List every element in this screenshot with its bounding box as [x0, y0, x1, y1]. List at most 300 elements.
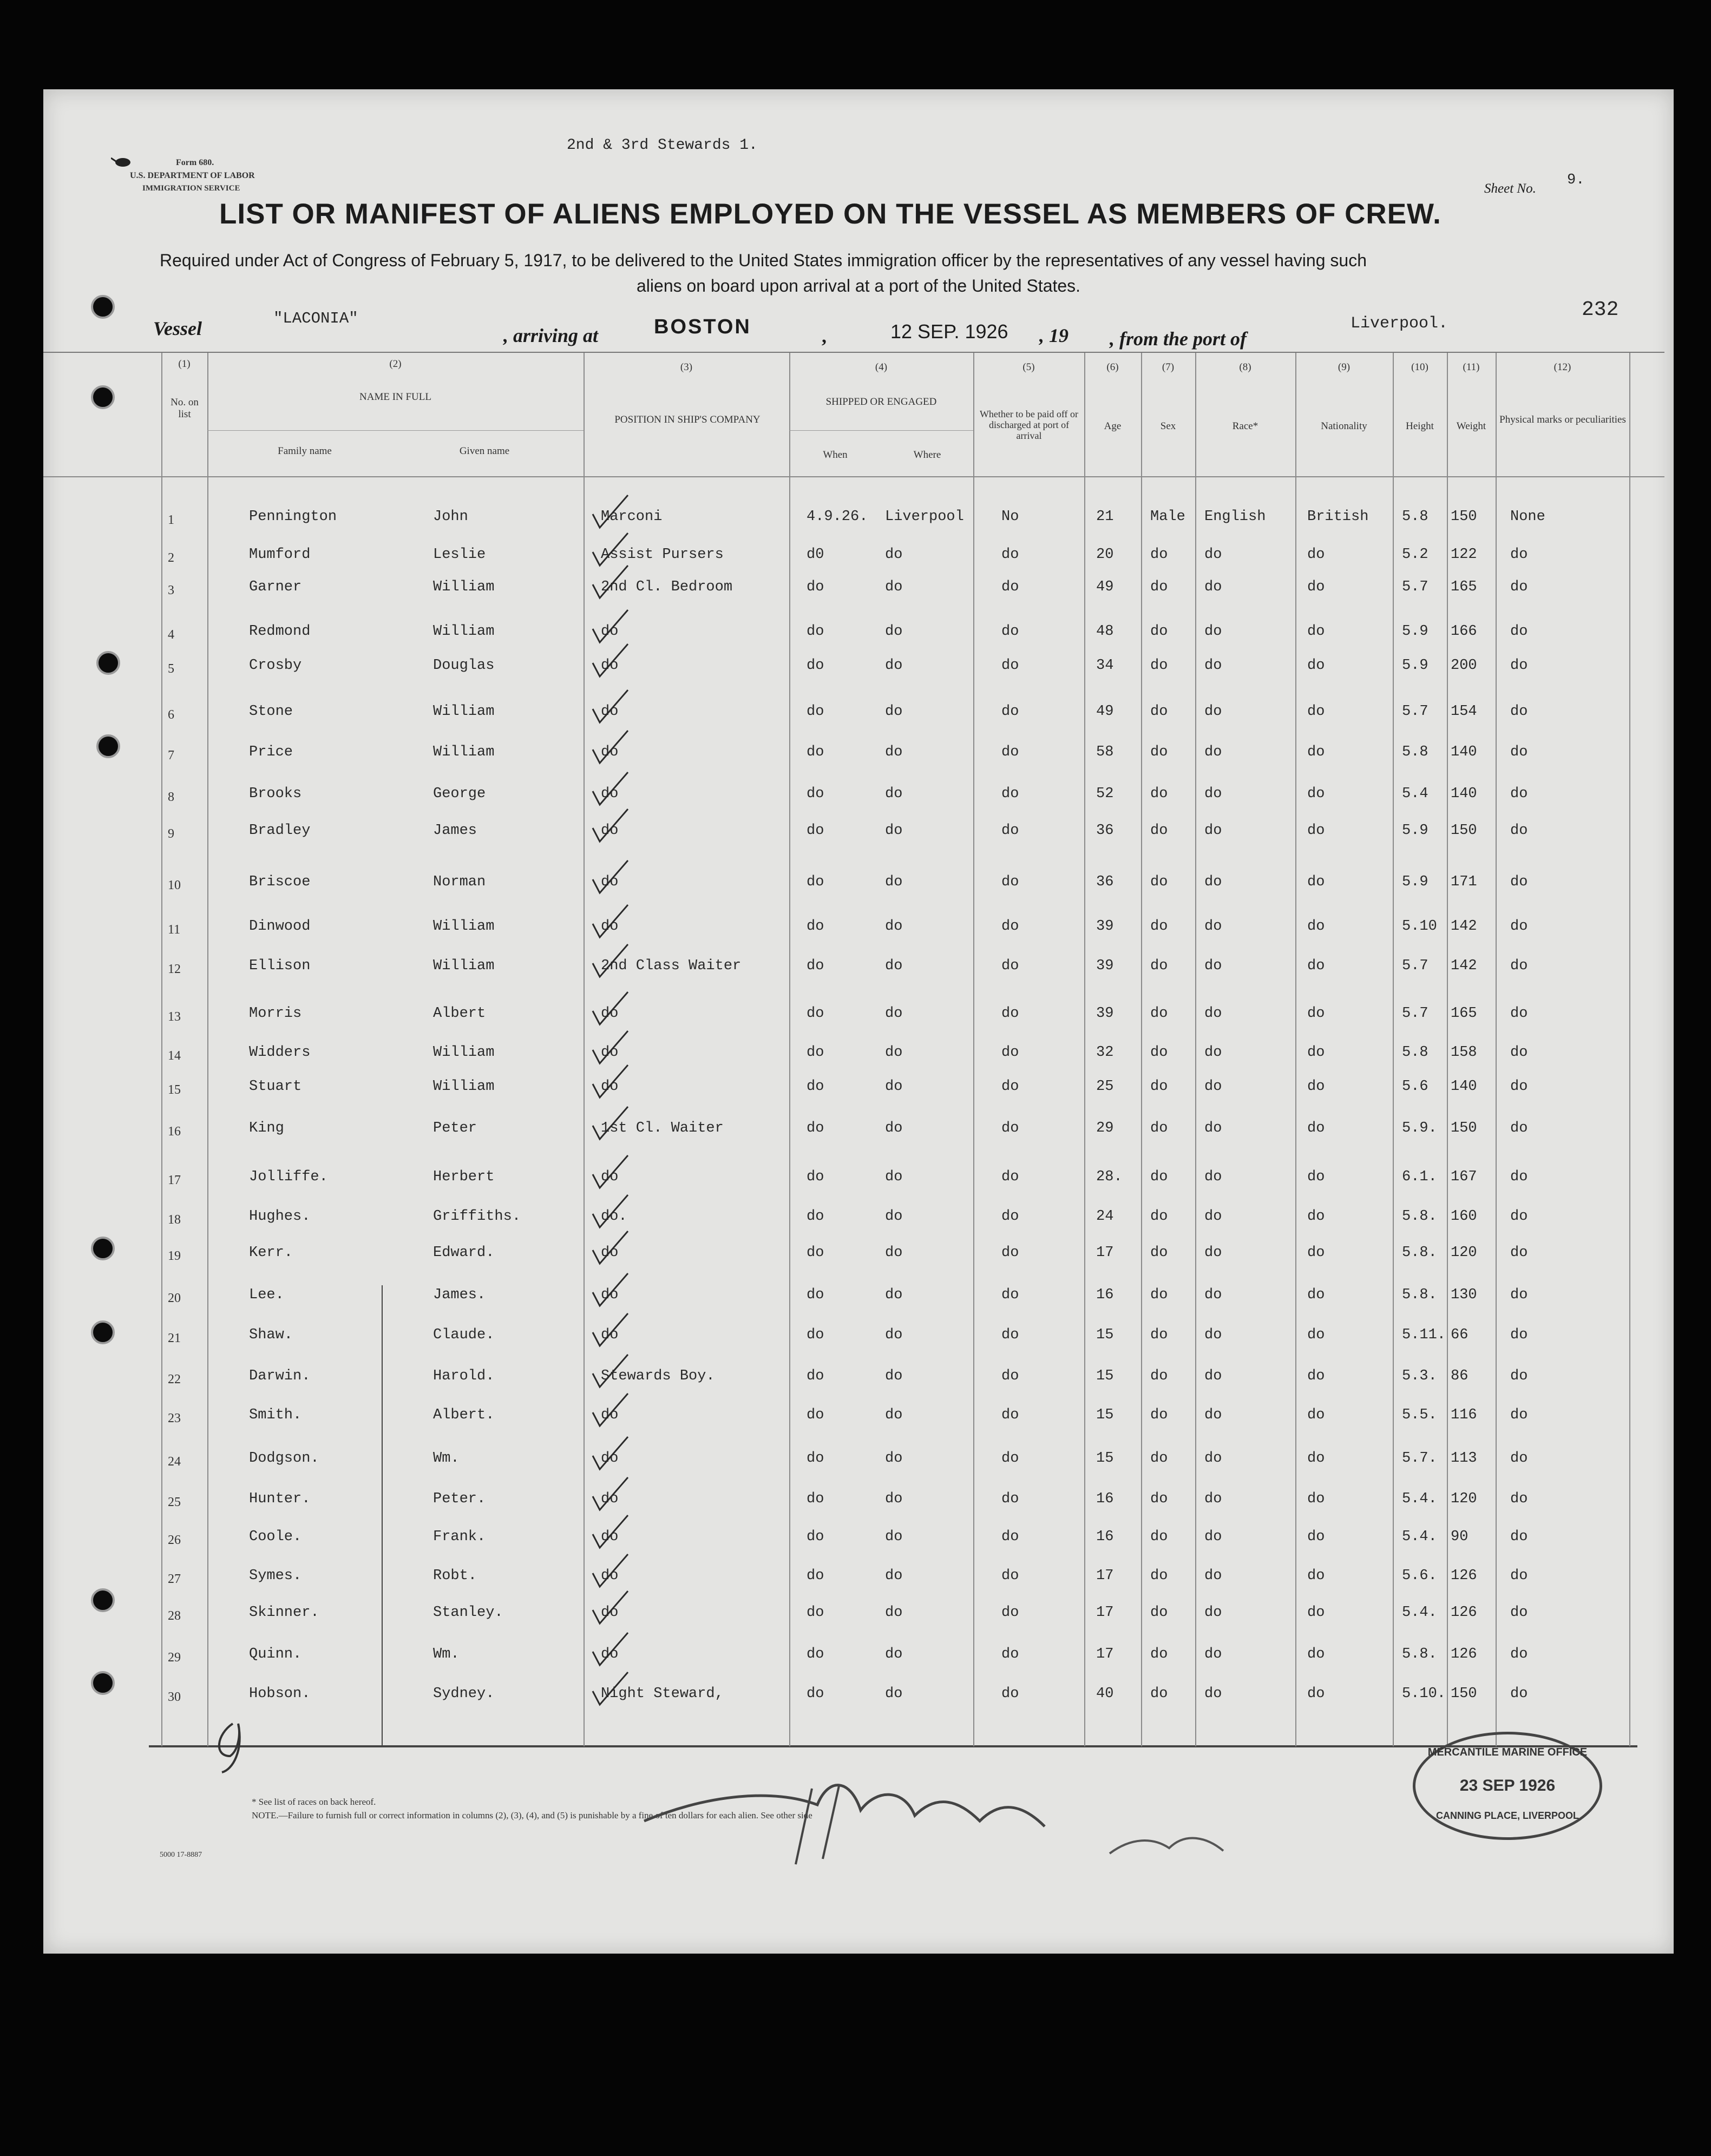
- cell-where: do: [885, 1245, 903, 1261]
- manifest-sheet: [43, 89, 1674, 1954]
- cell-given: George: [433, 786, 486, 802]
- cell-no: 12: [168, 962, 181, 976]
- cell-when: do: [807, 1287, 824, 1303]
- cell-when: do: [807, 874, 824, 890]
- cell-position: do: [601, 1450, 619, 1467]
- cell-when: do: [807, 1169, 824, 1185]
- cell-position: do: [601, 1169, 619, 1185]
- cell-position: Assist Pursers: [601, 547, 724, 563]
- cell-when: do: [807, 1120, 824, 1136]
- cell-where: do: [885, 874, 903, 890]
- cell-position: do: [601, 1245, 619, 1261]
- cell-sex: do: [1150, 658, 1168, 674]
- cell-paid: do: [1001, 786, 1019, 802]
- cell-race: do: [1204, 786, 1222, 802]
- cell-position: do: [601, 1529, 619, 1545]
- cell-weight: 150: [1451, 1686, 1477, 1702]
- cell-marks: do: [1510, 1327, 1528, 1343]
- cell-paid: do: [1001, 744, 1019, 760]
- cell-position: do: [601, 1646, 619, 1662]
- cell-marks: do: [1510, 1568, 1528, 1584]
- checkmark-icon: [593, 644, 628, 676]
- cell-marks: do: [1510, 547, 1528, 563]
- cell-age: 39: [1096, 958, 1114, 974]
- cell-given: Harold.: [433, 1368, 495, 1384]
- cell-sex: do: [1150, 1208, 1168, 1225]
- cell-paid: do: [1001, 1450, 1019, 1467]
- cell-no: 7: [168, 748, 174, 763]
- cell-nationality: do: [1307, 1208, 1325, 1225]
- cell-weight: 142: [1451, 918, 1477, 935]
- checkmark-icon: [593, 944, 628, 977]
- checkmark-icon: [593, 731, 628, 763]
- cell-paid: do: [1001, 1529, 1019, 1545]
- cell-race: do: [1204, 1245, 1222, 1261]
- binder-hole-icon: [91, 295, 115, 319]
- cell-marks: do: [1510, 579, 1528, 595]
- cell-position: do: [601, 1005, 619, 1022]
- cell-sex: do: [1150, 1245, 1168, 1261]
- cell-sex: do: [1150, 1529, 1168, 1545]
- cell-where: do: [885, 547, 903, 563]
- cell-where: Liverpool: [885, 509, 964, 525]
- cell-nationality: do: [1307, 1169, 1325, 1185]
- cell-paid: do: [1001, 1245, 1019, 1261]
- cell-weight: 158: [1451, 1044, 1477, 1061]
- cell-where: do: [885, 579, 903, 595]
- checkmark-icon: [593, 1437, 628, 1469]
- cell-family: Hunter.: [249, 1491, 311, 1507]
- cell-marks: do: [1510, 1079, 1528, 1095]
- cell-given: William: [433, 918, 495, 935]
- cell-weight: 140: [1451, 1079, 1477, 1095]
- cell-no: 13: [168, 1010, 181, 1024]
- cell-where: do: [885, 1529, 903, 1545]
- cell-family: Symes.: [249, 1568, 302, 1584]
- col2-family-header: Family name: [278, 445, 332, 457]
- cell-height: 5.9: [1402, 658, 1428, 674]
- cell-given: Claude.: [433, 1327, 495, 1343]
- cell-given: Herbert: [433, 1169, 495, 1185]
- cell-no: 14: [168, 1049, 181, 1063]
- cell-marks: do: [1510, 1368, 1528, 1384]
- cell-given: Wm.: [433, 1450, 460, 1467]
- cell-when: do: [807, 1450, 824, 1467]
- cell-height: 5.3.: [1402, 1368, 1437, 1384]
- cell-height: 5.10: [1402, 918, 1437, 935]
- cell-height: 5.8: [1402, 509, 1428, 525]
- cell-paid: do: [1001, 658, 1019, 674]
- arriving-port: BOSTON: [654, 315, 751, 338]
- cell-age: 58: [1096, 744, 1114, 760]
- checkmark-icon: [593, 1515, 628, 1548]
- checkmark-icon: [593, 992, 628, 1024]
- col8-header: Race*: [1232, 420, 1258, 432]
- cell-sex: do: [1150, 823, 1168, 839]
- cell-age: 49: [1096, 704, 1114, 720]
- cell-family: Dodgson.: [249, 1450, 319, 1467]
- cell-sex: do: [1150, 786, 1168, 802]
- checkmark-icon: [593, 1355, 628, 1387]
- col4-header: SHIPPED OR ENGAGED: [825, 396, 937, 407]
- col4-number: (4): [875, 361, 888, 373]
- cell-marks: do: [1510, 1120, 1528, 1136]
- checkmark-icon: [593, 1393, 628, 1426]
- cell-given: William: [433, 623, 495, 640]
- cell-height: 5.7: [1402, 1005, 1428, 1022]
- stamp-bottom-text: CANNING PLACE, LIVERPOOL: [1435, 1810, 1579, 1821]
- cell-nationality: do: [1307, 1450, 1325, 1467]
- cell-no: 10: [168, 878, 181, 892]
- signature: [633, 1756, 1310, 1883]
- cell-nationality: do: [1307, 786, 1325, 802]
- cell-race: do: [1204, 1044, 1222, 1061]
- cell-paid: do: [1001, 1568, 1019, 1584]
- cell-age: 15: [1096, 1368, 1114, 1384]
- cell-weight: 150: [1451, 823, 1477, 839]
- cell-paid: do: [1001, 823, 1019, 839]
- cell-given: William: [433, 1044, 495, 1061]
- cell-height: 5.4.: [1402, 1491, 1437, 1507]
- cell-sex: do: [1150, 1686, 1168, 1702]
- cell-when: do: [807, 1686, 824, 1702]
- checkmark-icon: [593, 690, 628, 722]
- cell-race: do: [1204, 1287, 1222, 1303]
- cell-age: 28.: [1096, 1169, 1123, 1185]
- cell-height: 5.8: [1402, 744, 1428, 760]
- cell-family: Widders: [249, 1044, 311, 1061]
- cell-race: English: [1204, 509, 1266, 525]
- cell-race: do: [1204, 579, 1222, 595]
- cell-marks: do: [1510, 658, 1528, 674]
- col4-where-header: Where: [913, 449, 941, 461]
- cell-position: do: [601, 823, 619, 839]
- cell-weight: 122: [1451, 547, 1477, 563]
- checkmark-icon: [593, 772, 628, 805]
- cell-when: do: [807, 1079, 824, 1095]
- cell-where: do: [885, 1491, 903, 1507]
- cell-no: 20: [168, 1291, 181, 1305]
- cell-no: 15: [168, 1083, 181, 1097]
- cell-where: do: [885, 1005, 903, 1022]
- cell-given: John: [433, 509, 468, 525]
- cell-nationality: do: [1307, 1407, 1325, 1423]
- cell-sex: do: [1150, 1005, 1168, 1022]
- cell-race: do: [1204, 1407, 1222, 1423]
- cell-family: Dinwood: [249, 918, 311, 935]
- cell-nationality: do: [1307, 874, 1325, 890]
- cell-position: do: [601, 658, 619, 674]
- checkmark-icon: [593, 495, 628, 528]
- cell-sex: do: [1150, 918, 1168, 935]
- col9-header: Nationality: [1321, 420, 1367, 432]
- cell-when: do: [807, 1368, 824, 1384]
- cell-race: do: [1204, 1327, 1222, 1343]
- cell-family: Stone: [249, 704, 293, 720]
- cell-weight: 66: [1451, 1327, 1469, 1343]
- cell-marks: do: [1510, 786, 1528, 802]
- cell-no: 30: [168, 1690, 181, 1704]
- cell-paid: do: [1001, 579, 1019, 595]
- checkmark-icon: [593, 809, 628, 842]
- cell-given: Peter.: [433, 1491, 486, 1507]
- cell-weight: 165: [1451, 579, 1477, 595]
- cell-where: do: [885, 918, 903, 935]
- cell-paid: do: [1001, 704, 1019, 720]
- cell-height: 5.4.: [1402, 1605, 1437, 1621]
- cell-family: Skinner.: [249, 1605, 319, 1621]
- cell-family: Briscoe: [249, 874, 311, 890]
- vessel-name: "LACONIA": [273, 310, 358, 327]
- cell-weight: 140: [1451, 744, 1477, 760]
- cell-paid: do: [1001, 1686, 1019, 1702]
- cell-weight: 116: [1451, 1407, 1477, 1423]
- cell-nationality: do: [1307, 1005, 1325, 1022]
- checkmark-icon: [593, 1273, 628, 1306]
- cell-nationality: do: [1307, 1287, 1325, 1303]
- cell-age: 49: [1096, 579, 1114, 595]
- cell-paid: do: [1001, 1327, 1019, 1343]
- cell-marks: do: [1510, 1169, 1528, 1185]
- cell-no: 19: [168, 1249, 181, 1263]
- cell-sex: do: [1150, 704, 1168, 720]
- cell-nationality: do: [1307, 744, 1325, 760]
- cell-when: do: [807, 958, 824, 974]
- cell-given: Griffiths.: [433, 1208, 521, 1225]
- cell-no: 17: [168, 1173, 181, 1187]
- cell-weight: 154: [1451, 704, 1477, 720]
- cell-age: 17: [1096, 1245, 1114, 1261]
- cell-family: Brooks: [249, 786, 302, 802]
- cell-age: 16: [1096, 1287, 1114, 1303]
- cell-when: do: [807, 823, 824, 839]
- cell-nationality: do: [1307, 658, 1325, 674]
- col10-number: (10): [1411, 361, 1428, 373]
- cell-nationality: do: [1307, 1491, 1325, 1507]
- checkmarks-overlay: [43, 89, 1674, 1954]
- cell-marks: do: [1510, 704, 1528, 720]
- cell-when: do: [807, 1491, 824, 1507]
- cell-height: 5.9: [1402, 823, 1428, 839]
- cell-family: Ellison: [249, 958, 311, 974]
- cell-race: do: [1204, 1450, 1222, 1467]
- cell-no: 29: [168, 1651, 181, 1665]
- cell-weight: 126: [1451, 1568, 1477, 1584]
- cell-when: do: [807, 1646, 824, 1662]
- checkmark-icon: [593, 1155, 628, 1188]
- checkmark-icon: [593, 1591, 628, 1623]
- cell-weight: 160: [1451, 1208, 1477, 1225]
- cell-nationality: do: [1307, 1686, 1325, 1702]
- cell-when: do: [807, 704, 824, 720]
- col11-header: Weight: [1456, 420, 1486, 432]
- cell-age: 17: [1096, 1568, 1114, 1584]
- cell-height: 5.2: [1402, 547, 1428, 563]
- cell-marks: None: [1510, 509, 1545, 525]
- cell-marks: do: [1510, 1605, 1528, 1621]
- cell-race: do: [1204, 1120, 1222, 1136]
- cell-family: Morris: [249, 1005, 302, 1022]
- checkmark-icon: [593, 610, 628, 642]
- cell-no: 25: [168, 1495, 181, 1509]
- cell-no: 3: [168, 583, 174, 597]
- cell-paid: do: [1001, 547, 1019, 563]
- cell-sex: do: [1150, 1568, 1168, 1584]
- cell-race: do: [1204, 1079, 1222, 1095]
- checkmark-icon: [593, 905, 628, 937]
- cell-family: Pennington: [249, 509, 337, 525]
- cell-sex: do: [1150, 579, 1168, 595]
- cell-paid: do: [1001, 1079, 1019, 1095]
- cell-paid: do: [1001, 1368, 1019, 1384]
- cell-race: do: [1204, 874, 1222, 890]
- ditto-mark-icon: [206, 1718, 254, 1780]
- cell-given: William: [433, 1079, 495, 1095]
- cell-family: Darwin.: [249, 1368, 311, 1384]
- cell-height: 5.6: [1402, 1079, 1428, 1095]
- cell-race: do: [1204, 547, 1222, 563]
- cell-when: do: [807, 1529, 824, 1545]
- col7-number: (7): [1162, 361, 1175, 373]
- cell-given: Robt.: [433, 1568, 477, 1584]
- cell-paid: do: [1001, 874, 1019, 890]
- cell-where: do: [885, 1368, 903, 1384]
- cell-given: James: [433, 823, 477, 839]
- col3-number: (3): [680, 361, 693, 373]
- cell-marks: do: [1510, 874, 1528, 890]
- cell-height: 5.11.: [1402, 1327, 1446, 1343]
- cell-height: 6.1.: [1402, 1169, 1437, 1185]
- cell-height: 5.8.: [1402, 1245, 1437, 1261]
- cell-position: Marconi: [601, 509, 663, 525]
- cell-where: do: [885, 704, 903, 720]
- cell-nationality: do: [1307, 1245, 1325, 1261]
- cell-age: 52: [1096, 786, 1114, 802]
- cell-paid: do: [1001, 623, 1019, 640]
- cell-when: do: [807, 1044, 824, 1061]
- col8-number: (8): [1239, 361, 1251, 373]
- cell-sex: do: [1150, 1044, 1168, 1061]
- checkmark-icon: [593, 1313, 628, 1346]
- cell-no: 22: [168, 1372, 181, 1386]
- cell-race: do: [1204, 1368, 1222, 1384]
- cell-paid: do: [1001, 1605, 1019, 1621]
- binder-hole-icon: [91, 1237, 115, 1260]
- cell-when: do: [807, 918, 824, 935]
- form-subtitle-line1: Required under Act of Congress of February 5, 1917, to be delivered to the United States immigration officer by the representatives of any vessel having such: [160, 251, 1367, 270]
- cell-nationality: British: [1307, 509, 1369, 525]
- cell-position: do: [601, 1079, 619, 1095]
- cell-paid: do: [1001, 918, 1019, 935]
- col12-number: (12): [1553, 361, 1571, 373]
- cell-sex: do: [1150, 1327, 1168, 1343]
- col1-header: No. on list: [171, 397, 199, 420]
- cell-position: do: [601, 623, 619, 640]
- cell-paid: do: [1001, 1120, 1019, 1136]
- cell-when: do: [807, 1245, 824, 1261]
- cell-sex: do: [1150, 547, 1168, 563]
- cell-paid: do: [1001, 1407, 1019, 1423]
- checkmark-icon: [593, 566, 628, 598]
- cell-marks: do: [1510, 1686, 1528, 1702]
- form-subtitle-line2: aliens on board upon arrival at a port of the United States.: [637, 276, 1081, 295]
- checkmark-icon: [593, 1633, 628, 1665]
- cell-position: do.: [601, 1208, 627, 1225]
- cell-height: 5.4: [1402, 786, 1428, 802]
- cell-race: do: [1204, 704, 1222, 720]
- col5-header: Whether to be paid off or discharged at port of arrival: [979, 409, 1079, 441]
- cell-family: Redmond: [249, 623, 311, 640]
- cell-weight: 165: [1451, 1005, 1477, 1022]
- cell-where: do: [885, 786, 903, 802]
- col5-number: (5): [1022, 361, 1035, 373]
- col2-header: NAME IN FULL: [359, 391, 431, 403]
- binder-hole-icon: [91, 385, 115, 409]
- cell-no: 24: [168, 1455, 181, 1469]
- cell-given: William: [433, 704, 495, 720]
- cell-race: do: [1204, 1169, 1222, 1185]
- arrival-date-stamp: 12 SEP. 1926: [890, 320, 1008, 343]
- cell-marks: do: [1510, 1407, 1528, 1423]
- binder-hole-icon: [91, 1320, 115, 1344]
- cell-where: do: [885, 1605, 903, 1621]
- cell-marks: do: [1510, 744, 1528, 760]
- cell-race: do: [1204, 1208, 1222, 1225]
- cell-nationality: do: [1307, 623, 1325, 640]
- cell-given: Wm.: [433, 1646, 460, 1662]
- cell-when: do: [807, 786, 824, 802]
- col7-header: Sex: [1160, 420, 1176, 432]
- cell-race: do: [1204, 1568, 1222, 1584]
- cell-weight: 120: [1451, 1491, 1477, 1507]
- cell-sex: do: [1150, 1368, 1168, 1384]
- cell-position: do: [601, 1327, 619, 1343]
- cell-where: do: [885, 1568, 903, 1584]
- cell-given: Albert: [433, 1005, 486, 1022]
- cell-nationality: do: [1307, 1044, 1325, 1061]
- cell-marks: do: [1510, 1208, 1528, 1225]
- cell-family: Bradley: [249, 823, 311, 839]
- cell-age: 39: [1096, 1005, 1114, 1022]
- cell-marks: do: [1510, 1245, 1528, 1261]
- comma-separator: ,: [822, 325, 827, 347]
- cell-sex: do: [1150, 1079, 1168, 1095]
- cell-when: do: [807, 744, 824, 760]
- cell-race: do: [1204, 1605, 1222, 1621]
- cell-age: 32: [1096, 1044, 1114, 1061]
- cell-paid: do: [1001, 1491, 1019, 1507]
- cell-no: 28: [168, 1609, 181, 1623]
- cell-no: 23: [168, 1411, 181, 1425]
- cell-nationality: do: [1307, 1529, 1325, 1545]
- cell-sex: do: [1150, 958, 1168, 974]
- cell-age: 20: [1096, 547, 1114, 563]
- cell-given: William: [433, 744, 495, 760]
- cell-sex: do: [1150, 744, 1168, 760]
- cell-marks: do: [1510, 1005, 1528, 1022]
- stamp-date: 23 SEP 1926: [1459, 1777, 1556, 1795]
- cell-age: 40: [1096, 1686, 1114, 1702]
- cell-where: do: [885, 1120, 903, 1136]
- cell-height: 5.6.: [1402, 1568, 1437, 1584]
- cell-height: 5.8.: [1402, 1646, 1437, 1662]
- cell-family: Hobson.: [249, 1686, 311, 1702]
- cell-paid: do: [1001, 1044, 1019, 1061]
- col12-header: Physical marks or peculiarities: [1499, 414, 1626, 425]
- cell-no: 8: [168, 790, 174, 804]
- cell-given: Edward.: [433, 1245, 495, 1261]
- cell-family: Mumford: [249, 547, 311, 563]
